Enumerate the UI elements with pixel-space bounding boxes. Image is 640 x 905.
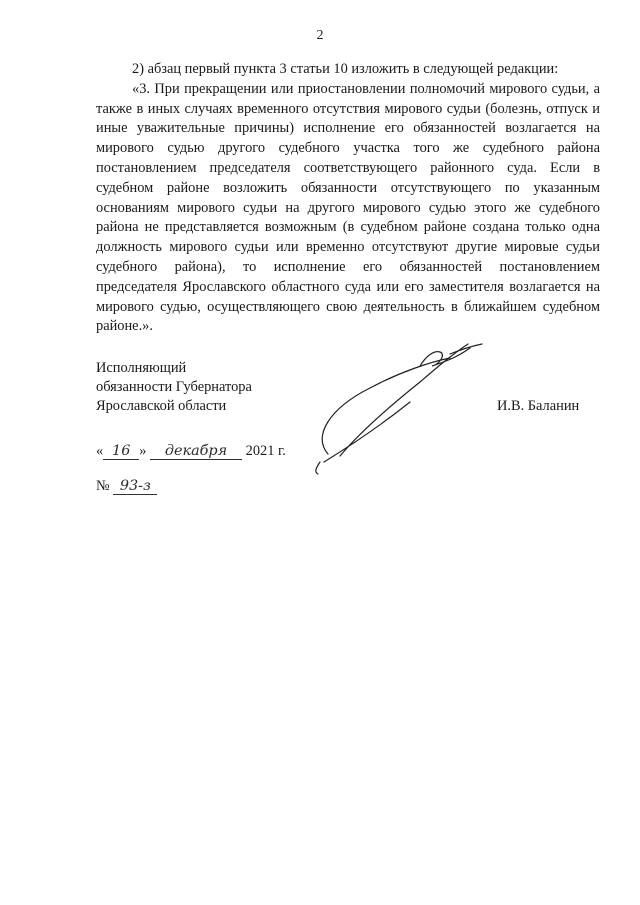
date-close-quote: » <box>139 443 147 459</box>
date-day: 16 <box>103 443 139 460</box>
document-body <box>96 60 600 337</box>
signer-name: И.В. Баланин <box>497 398 580 414</box>
signatory-title-line: обязанности Губернатора <box>96 379 252 396</box>
document-number-value: 93-з <box>113 478 157 495</box>
date-year: 2021 г. <box>245 443 286 459</box>
amendment-text-paragraph: «3. При прекращении или приостановлении полномочий мирового судьи, а также в иных случаях временного отсутствия мирового судьи (болезнь, отпуск и иные уважительные причины) исполнение его обязанностей возлагается на мирового судью другого судебного участка того же судебного района постановлением председателя соответствующего районного суда. Если в судебном районе возложить обязанности отсутствующего по указанным основаниям мирового судьи на другого мирового судью этого же судебного района не представляется возможным (в судебном районе создана только одна должность мирового судьи или временно отсутствуют другие мировые судьи судебного района), то исполнение его обязанностей постановлением председателя Ярославского областного суда или его заместителя возлагается на мирового судью, осуществляющего свою деятельность в ближайшем судебном районе.». <box>96 80 600 335</box>
signatory-title-line: Ярославской области <box>96 398 227 415</box>
signatory-title <box>96 359 252 417</box>
signing-date <box>96 443 286 460</box>
amendment-intro-paragraph: 2) абзац первый пункта 3 статьи 10 изложить в следующей редакции: <box>132 61 559 77</box>
handwritten-signature <box>300 336 490 476</box>
signatory-title-line: Исполняющий <box>96 360 187 376</box>
date-open-quote: « <box>96 443 104 459</box>
page-number: 2 <box>316 28 324 43</box>
date-month: декабря <box>150 443 242 460</box>
document-number <box>96 478 157 495</box>
number-sign: № <box>96 478 110 494</box>
